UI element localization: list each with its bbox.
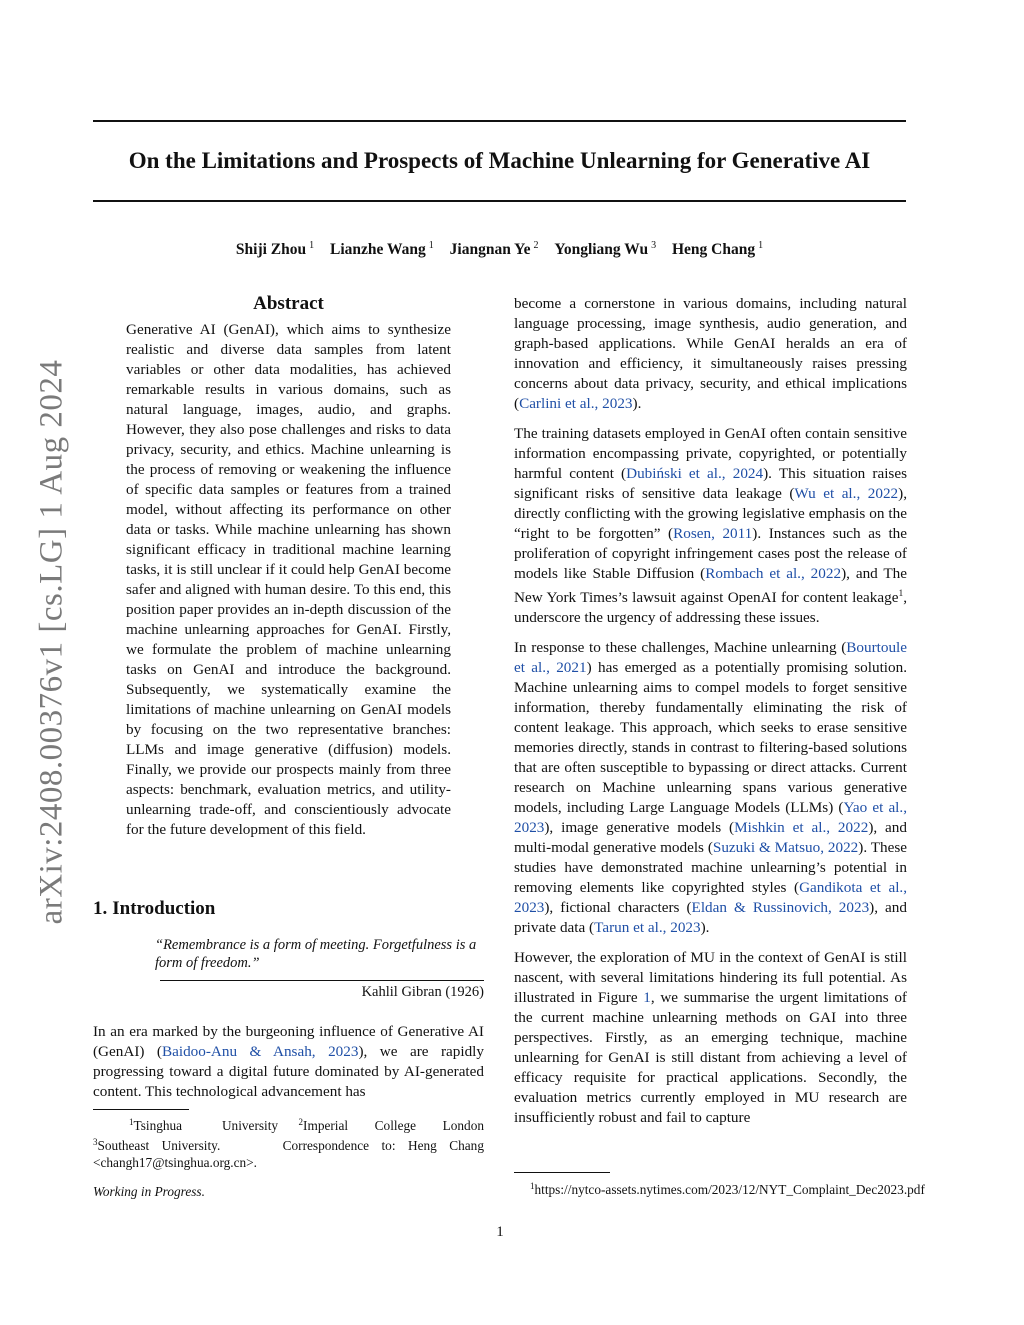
author: Shiji Zhou $^1$ [235, 240, 315, 258]
intro-paragraph: In an era marked by the burgeoning influence of Generative AI (GenAI) (Baidoo-Anu & Ansah, 2023), we are rapidly progressing toward a digital future dominated by AI-generated content. This technological advancement has [93, 1023, 484, 1100]
page-number: 1 [496, 1224, 504, 1240]
footnote-url[interactable]: https://nytco-assets.nytimes.com/2023/12/NYT_Complaint_Dec2023.pdf [534, 1182, 925, 1197]
body-paragraph: However, the exploration of MU in the context of GenAI is still nascent, with several limitations hindering its full potential. As illustrated in Figure 1, we summarise the urgent limitations of the current machine unlearning methods on GAI into three perspectives. Firstly, as an emerging technique, machine unlearning for GenAI is still distant from achieving a level of efficacy requisite for practical applications. Secondly, the evaluation metrics currently employed in MU research are insufficiently robust and fail to capture [514, 949, 907, 1126]
arxiv-stamp: arXiv:2408.00376v1 [cs.LG] 1 Aug 2024 [33, 359, 70, 925]
section-heading-introduction: 1. Introduction [93, 898, 216, 919]
citation-link[interactable]: Tarun et al., 2023 [594, 919, 701, 936]
citation-link[interactable]: Eldan & Russinovich, 2023 [691, 899, 870, 916]
affiliation-footnote: $^1$Tsinghua University $^2$Imperial College London $^3$Southeast University. Correspondence to: Heng Chang <changh17@tsinghua.org.cn>. [93, 1117, 484, 1170]
footnote-rule [93, 1109, 189, 1110]
author-list [93, 236, 906, 260]
footnote-marker[interactable]: 1 [898, 589, 904, 599]
author: Lianzhe Wang $^1$ [330, 240, 434, 258]
abstract-heading: Abstract [253, 293, 324, 314]
url-footnote: $^1$https://nytco-assets.nytimes.com/2023/12/NYT_Complaint_Dec2023.pdf [530, 1181, 925, 1197]
citation-link[interactable]: Wu et al., 2022 [794, 485, 899, 502]
citation-link[interactable]: Rosen, 2011 [673, 525, 753, 542]
epigraph-quote: “Remembrance is a form of meeting. Forgetfulness is a form of freedom.” [155, 937, 477, 971]
citation-link[interactable]: Suzuki & Matsuo, 2022 [712, 839, 859, 856]
epigraph-rule [160, 980, 484, 981]
body-paragraph: become a cornerstone in various domains, including natural language processing, image synthesis, audio generation, and graph-based applications. While GenAI heralds an era of innovation and efficiency, it simultaneously raises pressing concerns about data privacy, security, and ethical implications (Carlini et al., 2023). [514, 295, 907, 412]
body-paragraph: In response to these challenges, Machine unlearning (Bourtoule et al., 2021) has emerged as a potentially promising solution. Machine unlearning aims to compel models to forget sensitive information, thereby fundamentally eliminating the risk of content leakage. This approach, which seeks to erase sensitive memories directly, stands in contrast to filtering-based solutions that are often susceptible to bypassing or direct attacks. Current research on Machine unlearning spans various generative models, including Large Language Models (LLMs) (Yao et al., 2023), image generative models (Mishkin et al., 2022), and multi-modal generative models (Suzuki & Matsuo, 2022). These studies have demonstrated machine unlearning’s potential in removing elements like copyrighted styles (Gandikota et al., 2023), fictional characters (Eldan & Russinovich, 2023), and private data (Tarun et al., 2023). [514, 639, 908, 936]
citation-link[interactable]: Gandikota et al., 2023 [514, 879, 908, 916]
citation-link[interactable]: Yao et al., 2023 [514, 799, 907, 836]
working-note: Working in Progress. [93, 1184, 205, 1199]
author: Heng Chang $^1$ [671, 240, 764, 258]
paper-title: On the Limitations and Prospects of Machine Unlearning for Generative AI [128, 148, 871, 173]
footnote-rule [514, 1172, 610, 1173]
citation-link[interactable]: Dubiński et al., 2024 [626, 465, 764, 482]
body-paragraph: The training datasets employed in GenAI often contain sensitive information encompassing private, copyrighted, or potentially harmful content (Dubiński et al., 2024). This situation raises significant risks of sensitive data leakage (Wu et al., 2022), directly conflicting with the growing legislative emphasis on the “right to be forgotten” (Rosen, 2011). Instances such as the proliferation of copyright infringement cases post the release of models like Stable Diffusion (Rombach et al., 2022), and The New York Times’s lawsuit against OpenAI for content leakage$^1$, underscore the urgency of addressing these issues. [514, 425, 907, 626]
abstract-text: Generative AI (GenAI), which aims to synthesize realistic and diverse data samples from latent variables or other data modalities, has achieved remarkable results in various domains, such as natural language, images, audio, and graphs. However, they also pose challenges and risks to data privacy, security, and ethics. Machine unlearning is the process of removing or weakening the influence of specific data samples or features from a trained model, without affecting its performance on other data or tasks. While machine unlearning has shown significant efficacy in traditional machine learning tasks, it is still unclear if it could help GenAI become safer and aligned with human desire. To this end, this position paper provides an in-depth discussion of the machine unlearning approaches for GenAI. Firstly, we formulate the problem of machine unlearning tasks on GenAI and introduce the background. Subsequently, we systematically examine the limitations of machine unlearning on GenAI models by focusing on the two representative branches: LLMs and image generative (diffusion) models. Finally, we provide our prospects mainly from three aspects: benchmark, evaluation metrics, and utility-unlearning trade-off, and conscientiously advocate for the future development of this field. [126, 321, 451, 838]
title-top-rule [93, 120, 906, 122]
citation-link[interactable]: Rombach et al., 2022 [705, 565, 842, 582]
epigraph-attribution: Kahlil Gibran (1926) [361, 984, 484, 1000]
author: Jiangnan Ye $^2$ [449, 240, 539, 258]
citation-link[interactable]: Mishkin et al., 2022 [734, 819, 869, 836]
citation-link[interactable]: Carlini et al., 2023 [519, 395, 633, 412]
citation-link[interactable]: Bourtoule et al., 2021 [514, 639, 907, 676]
figure-reference-link[interactable]: 1 [643, 989, 651, 1006]
author: Yongliang Wu $^3$ [554, 240, 657, 258]
right-column [514, 294, 907, 1138]
title-bottom-rule [93, 200, 906, 202]
citation-link[interactable]: Baidoo-Anu & Ansah, 2023 [161, 1043, 359, 1060]
